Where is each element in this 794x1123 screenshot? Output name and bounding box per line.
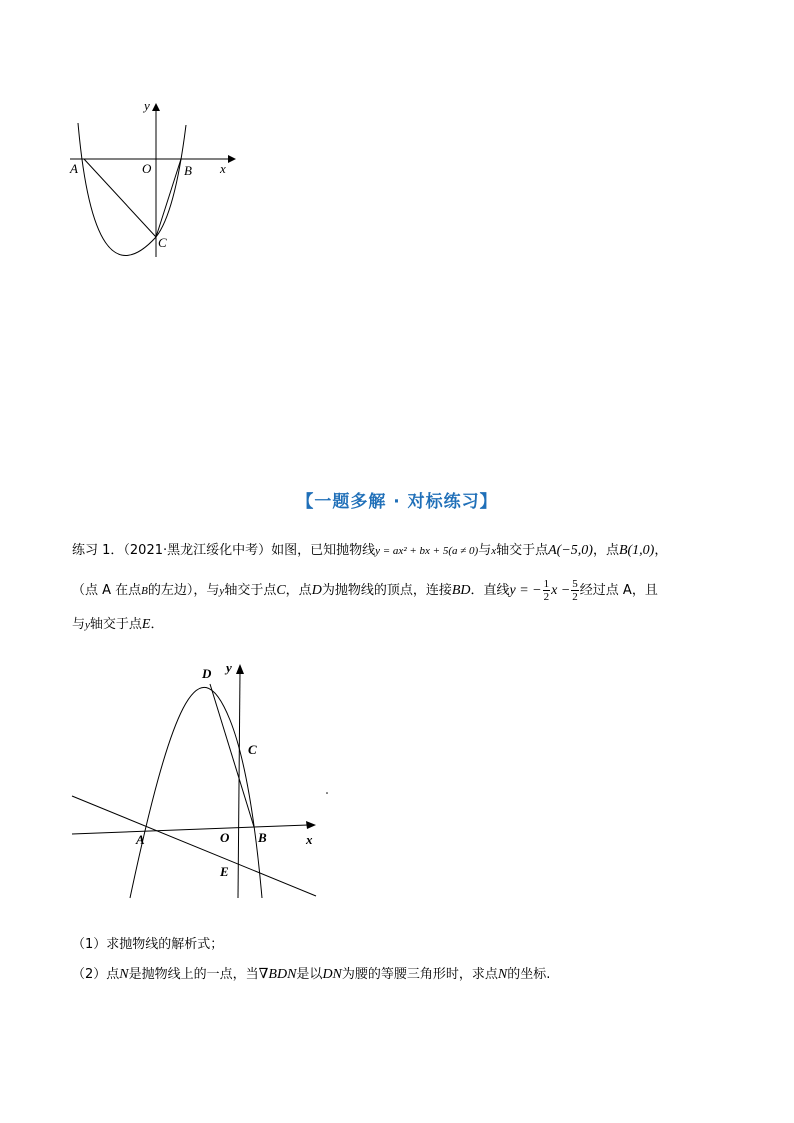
exercise-prefix: 练习 1．（2021·黑龙江绥化中考）如图，已知抛物线 [72, 543, 376, 558]
fig2-x-arrow [306, 821, 316, 829]
text-fragment: 的左边），与 [147, 583, 220, 598]
text-fragment: 轴交于点 [224, 583, 277, 598]
point-a-coords: A(−5,0) [548, 543, 593, 558]
text-fragment: 为腰的等腰三角形时，求点 [341, 967, 498, 982]
var-c: C [276, 583, 286, 598]
var-dn: DN [322, 967, 342, 982]
fig1-label-c: C [158, 235, 167, 250]
text-fragment: 为抛物线的顶点，连接 [321, 583, 452, 598]
text-fragment: 与 [72, 617, 86, 632]
var-e: E [141, 617, 151, 632]
var-b: B [141, 585, 148, 597]
fig2-label-c: C [248, 742, 257, 757]
text-fragment: ，点 [592, 543, 619, 558]
text-fragment: ， [654, 543, 668, 558]
fraction-five-halves [571, 578, 579, 603]
questions [72, 930, 732, 990]
frac-denominator: 2 [543, 591, 550, 603]
question-2 [72, 960, 732, 990]
text-fragment: 轴交于点 [89, 617, 142, 632]
var-x: x [491, 545, 497, 557]
line-eq-lhs: y = − [509, 583, 542, 598]
fig1-label-o: O [142, 161, 152, 176]
fig2-x-axis [72, 825, 308, 834]
question-1: （1）求抛物线的解析式； [72, 937, 224, 952]
fig2-line-ae [72, 796, 316, 896]
fig2-label-d: D [202, 666, 212, 681]
text-fragment: 是抛物线上的一点，当 [128, 967, 259, 982]
fraction-one-half [543, 578, 551, 603]
triangle-bdn: ∇BDN [258, 967, 297, 982]
frac-denominator: 2 [572, 591, 578, 603]
fig1-x-arrow [228, 155, 236, 163]
fig1-label-y: y [144, 98, 150, 113]
fig1-label-a: A [70, 161, 78, 176]
text-fragment: 是以 [296, 967, 323, 982]
exercise-line-3 [72, 605, 732, 645]
parabola-equation: y = ax² + bx + 5(a ≠ 0) [375, 545, 479, 557]
frac-numerator: 1 [543, 578, 550, 590]
var-n: N [119, 967, 129, 982]
fig2-label-o: O [220, 830, 230, 845]
point-b-coords: B(1,0) [618, 543, 655, 558]
figure-1-svg [60, 95, 240, 265]
fig2-label-y: y [226, 660, 232, 675]
fig2-y-arrow [236, 664, 244, 674]
fig2-stray-mark [326, 792, 328, 794]
section-heading: 【一题多解 · 对标练习】 [296, 492, 498, 512]
figure-1-parabola [60, 95, 240, 265]
fig1-label-b: B [184, 163, 192, 178]
figure-2-parabola [60, 650, 340, 910]
text-fragment: （2）点 [72, 967, 120, 982]
fig2-label-a: A [136, 832, 145, 847]
var-bd: BD [451, 583, 471, 598]
var-d: D [311, 583, 322, 598]
fig2-label-b: B [258, 830, 267, 845]
text-fragment: ．直线 [470, 583, 510, 598]
text-fragment: 轴交于点 [496, 543, 549, 558]
exercise-text [72, 531, 732, 645]
fig1-parabola [78, 123, 186, 255]
exercise-line-2 [72, 571, 732, 611]
line-eq-mid: x − [551, 583, 571, 598]
text-fragment: 的坐标. [507, 967, 551, 982]
text-fragment: 经过点 A，且 [579, 583, 658, 598]
fig2-label-x: x [306, 832, 313, 847]
text-fragment: ，点 [285, 583, 312, 598]
fig1-segment-bc [156, 159, 181, 237]
fig2-parabola [130, 687, 262, 898]
var-y: y [219, 585, 225, 597]
fig1-label-x: x [220, 161, 226, 176]
var-n: N [497, 967, 508, 982]
frac-numerator: 5 [572, 578, 578, 590]
text-fragment: （点 A 在点 [72, 583, 142, 598]
fig1-y-arrow [152, 103, 160, 111]
fig2-label-e: E [220, 864, 229, 879]
exercise-line-1 [72, 531, 732, 571]
text-fragment: ． [150, 617, 164, 632]
text-fragment: 与 [478, 543, 492, 558]
figure-2-svg [60, 650, 340, 910]
var-y: y [85, 619, 90, 631]
